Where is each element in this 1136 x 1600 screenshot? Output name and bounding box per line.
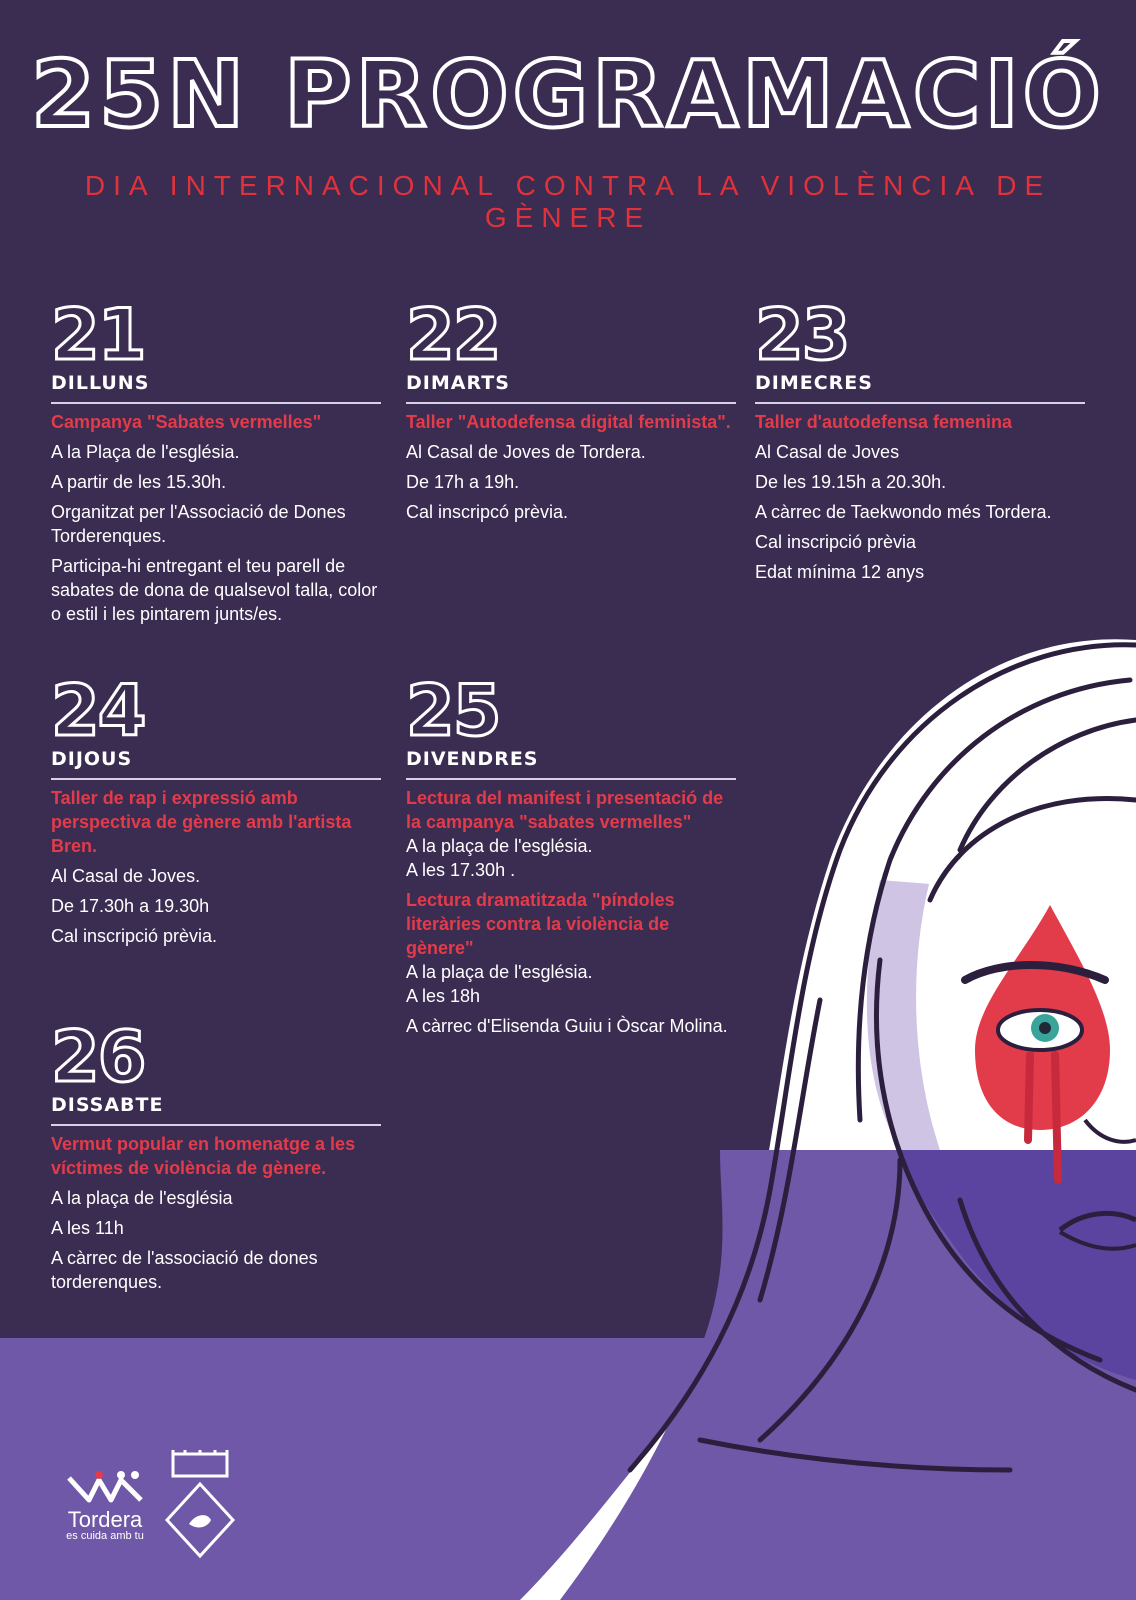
day-name: DISSABTE [51,1094,381,1126]
event-line: A les 11h [51,1218,124,1238]
day-24 [51,670,381,948]
event-line: De 17h a 19h. [406,472,520,492]
event-line: A partir de les 15.30h. [51,472,227,492]
day-23 [755,294,1085,584]
day-number: 23 [755,294,849,376]
event-line: Cal inscripcó prèvia. [406,502,569,522]
event-line: Cal inscripció prèvia. [51,926,218,946]
event-line: A la Plaça de l'església. [51,442,240,462]
event-line: Al Casal de Joves. [51,866,201,886]
event-line: Al Casal de Joves [755,442,900,462]
logo-name: Tordera [67,1507,143,1532]
day-26 [51,1016,381,1294]
page-title: 25N PROGRAMACIÓ [31,41,1105,148]
event-title: Campanya "Sabates vermelles" [51,412,322,432]
event-line: Edat mínima 12 anys [755,562,925,582]
event-title: Lectura del manifest i presentació de la campanya "sabates vermelles" [406,788,724,832]
day-name: DILLUNS [51,372,381,404]
day-name: DIVENDRES [406,748,736,780]
event-line: Cal inscripció prèvia [755,532,917,552]
event-title: Taller d'autodefensa femenina [755,412,1013,432]
logo-tagline: es cuida amb tu [66,1530,144,1542]
event-line: Organitzat per l'Associació de Dones Torderenques. [51,502,346,546]
day-number: 22 [406,294,500,376]
event-title: Lectura dramatitzada "píndoles literàries contra la violència de gènere" [406,890,675,958]
event-line: A les 18h [406,986,481,1006]
day-name: DIMARTS [406,372,736,404]
day-25 [406,670,736,1038]
event-line: Al Casal de Joves de Tordera. [406,442,646,462]
day-22 [406,294,736,524]
event-line: A càrrec de Taekwondo més Tordera. [755,502,1052,522]
day-number: 21 [51,294,145,376]
day-21 [51,294,381,626]
day-name: DIMECRES [755,372,1085,404]
day-number: 24 [51,670,145,752]
event-line: Participa-hi entregant el teu parell de sabates de dona de qualsevol talla, color o estil i les pintarem junts/es. [51,556,378,624]
event-line: A càrrec d'Elisenda Guiu i Òscar Molina. [406,1016,728,1036]
day-number: 26 [51,1016,145,1098]
tordera-logo [60,1470,150,1542]
day-number: 25 [406,670,500,752]
event-line: A la plaça de l'església. [406,962,593,982]
day-name: DIJOUS [51,748,381,780]
event-line: A càrrec de l'associació de dones torderenques. [51,1248,318,1292]
event-line: De 17.30h a 19.30h [51,896,210,916]
event-line: De les 19.15h a 20.30h. [755,472,947,492]
town-shield-icon [165,1450,235,1560]
event-title: Vermut popular en homenatge a les víctimes de violència de gènere. [51,1134,356,1178]
event-title: Taller de rap i expressió amb perspectiva de gènere amb l'artista Bren. [51,788,352,856]
event-line: A la plaça de l'església. [406,836,593,856]
event-title: Taller "Autodefensa digital feminista". [406,412,731,432]
page-subtitle: DIA INTERNACIONAL CONTRA LA VIOLÈNCIA DE GÈNERE [84,170,1052,233]
event-line: A les 17.30h . [406,860,516,880]
event-line: A la plaça de l'església [51,1188,233,1208]
people-icon [65,1470,145,1504]
